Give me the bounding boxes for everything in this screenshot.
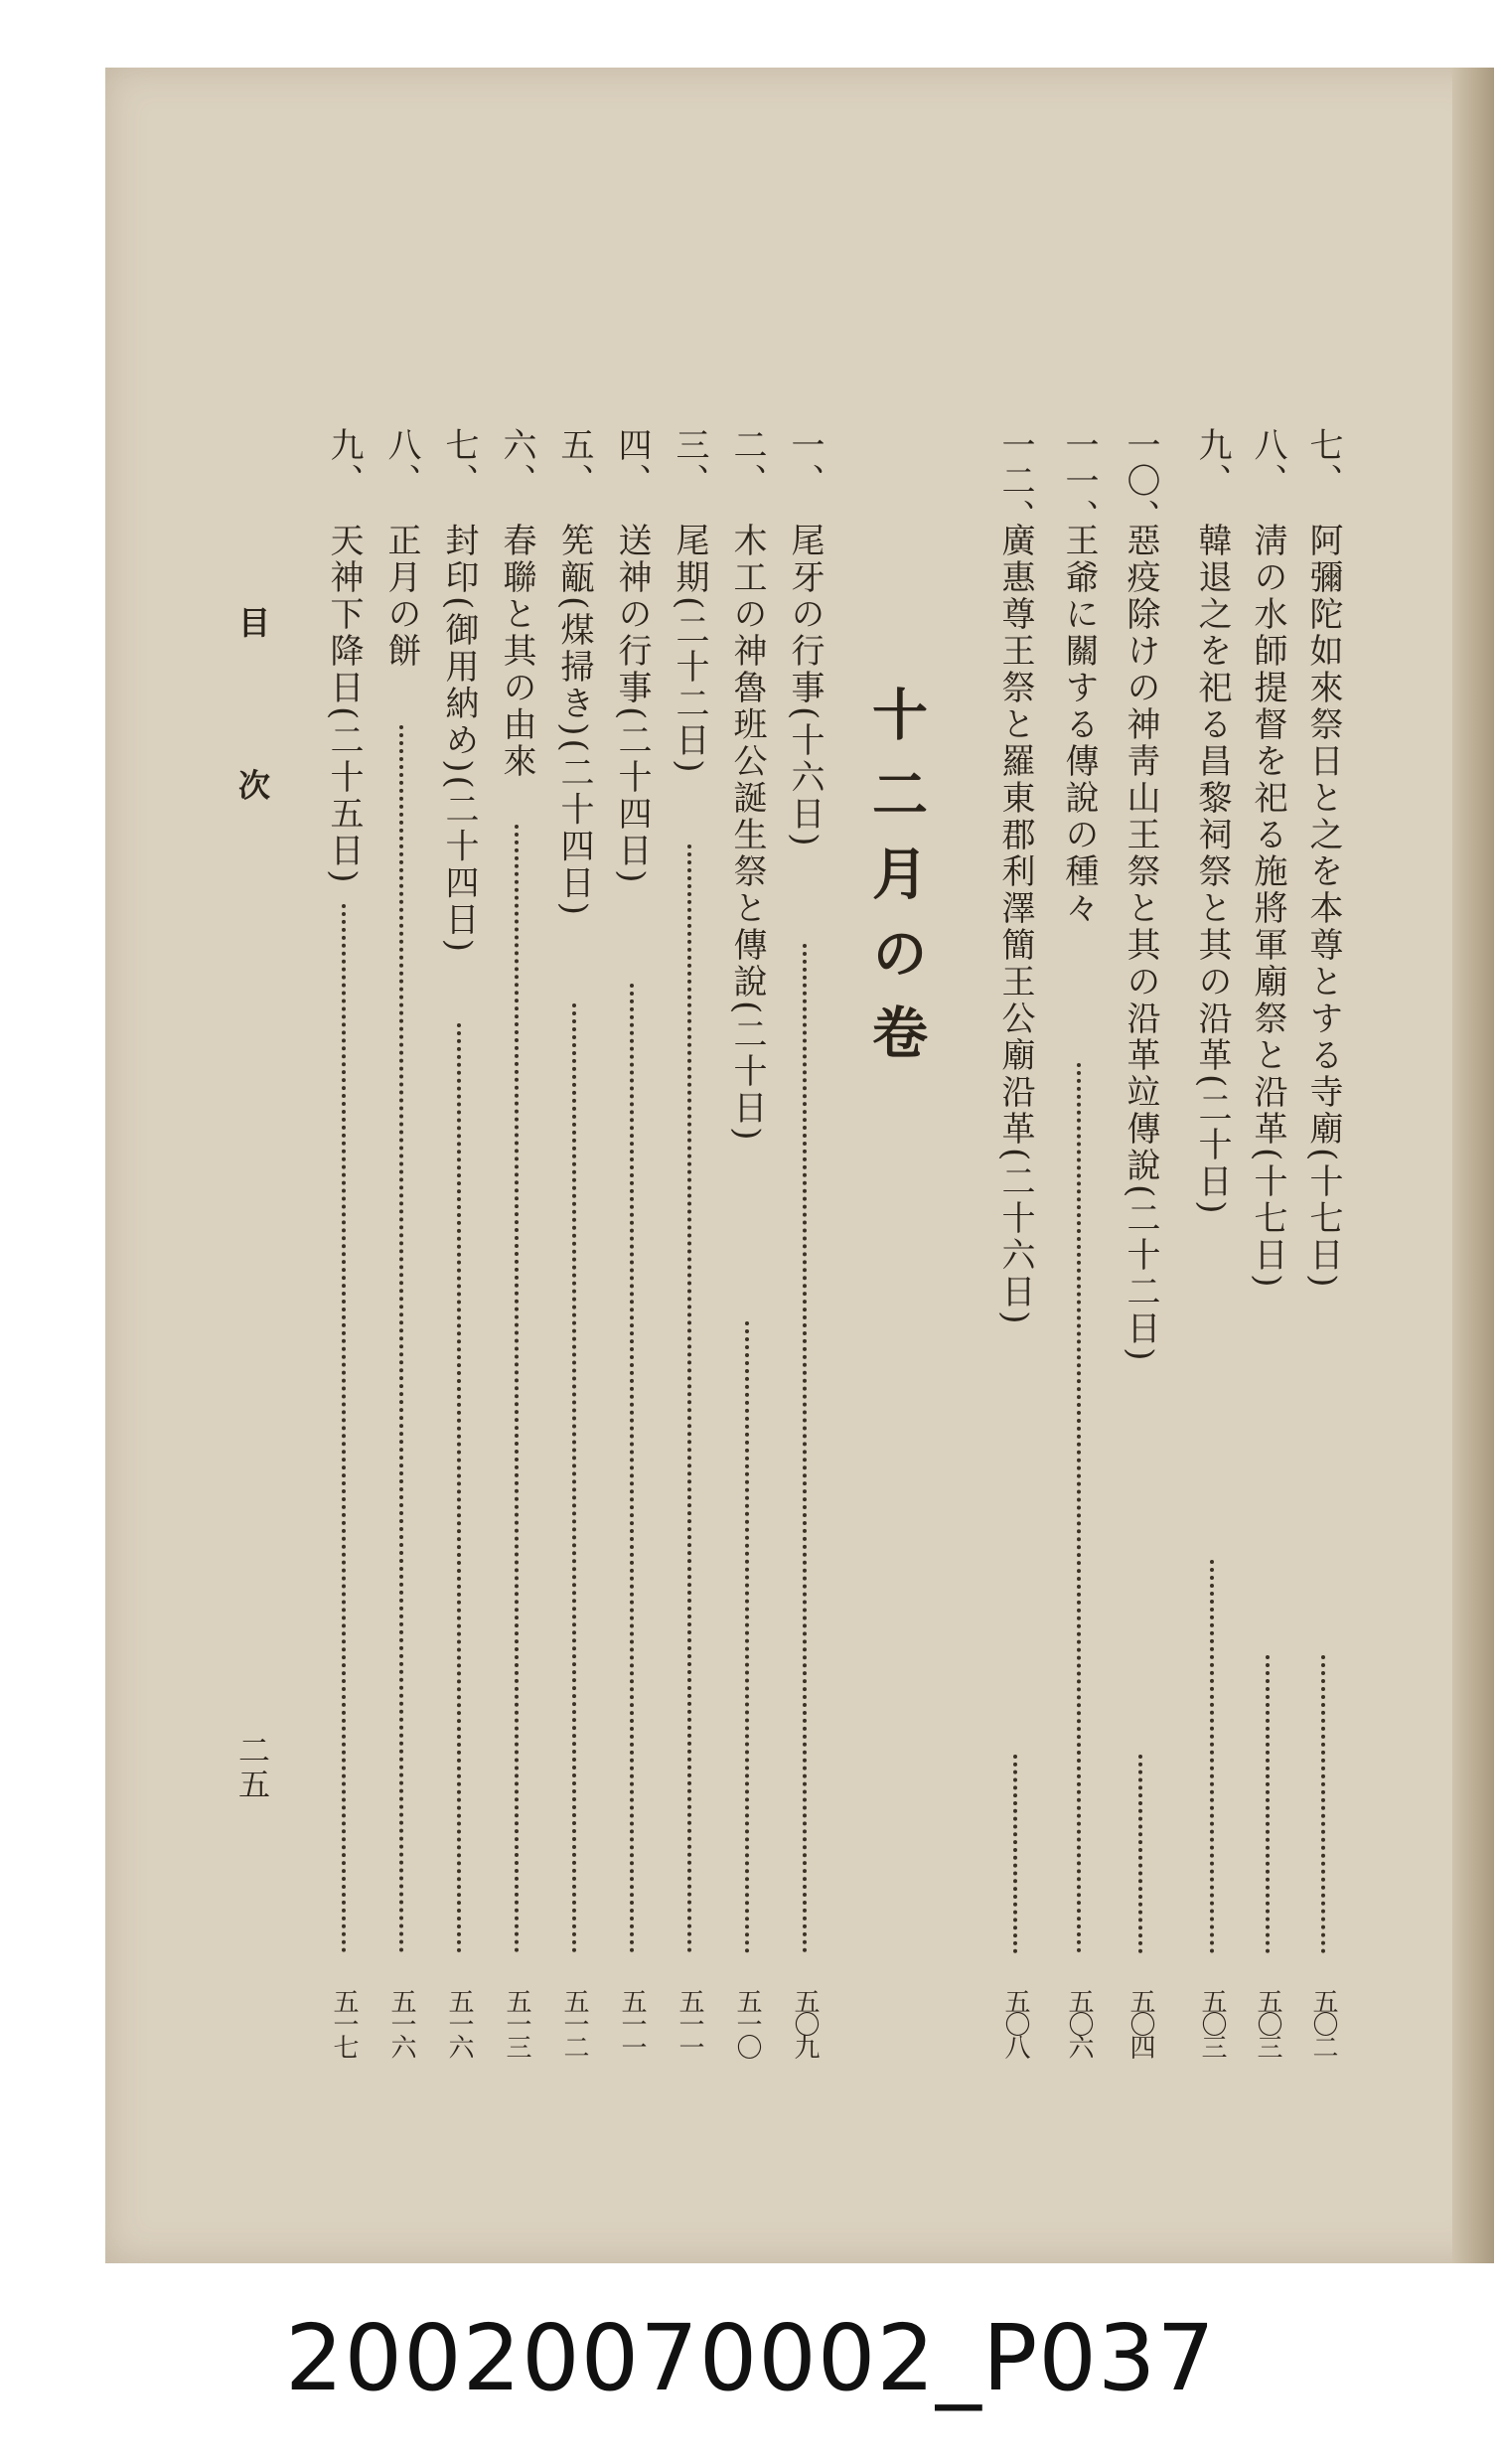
- dot-leader: [342, 904, 346, 1953]
- toc-entry: [781, 427, 828, 2057]
- toc-entry: [493, 427, 540, 2057]
- entry-page: 五一三: [502, 1988, 531, 2057]
- entry-page: 五〇三: [1197, 1988, 1227, 2057]
- dot-leader: [630, 984, 634, 1953]
- entry-page: 五一一: [675, 1988, 704, 2057]
- entry-title: 尾牙の行事(十六日): [785, 523, 825, 849]
- entry-number: 一一、: [1059, 427, 1099, 535]
- entry-title: 木工の神魯班公誕生祭と傳說(二十日): [727, 523, 767, 1144]
- entry-number: 一、: [785, 427, 825, 499]
- entry-title: 王爺に關する傳說の種々: [1059, 523, 1099, 927]
- entry-title: 廣惠尊王祭と羅東郡利澤簡王公廟沿革(二十六日): [995, 523, 1035, 1327]
- dot-leader: [803, 944, 807, 1953]
- dot-leader: [745, 1321, 749, 1953]
- entry-title: 封印(御用納め)(二十四日): [439, 523, 479, 956]
- entry-page: 五一七: [329, 1988, 359, 2057]
- entry-number: 七、: [1303, 427, 1343, 499]
- entry-page: 五〇六: [1064, 1988, 1094, 2057]
- entry-title: 阿彌陀如來祭日と之を本尊とする寺廟(十七日): [1303, 523, 1343, 1291]
- entry-number: 九、: [324, 427, 364, 499]
- entry-number: 六、: [497, 427, 536, 499]
- dot-leader: [515, 825, 519, 1953]
- toc-entry: [723, 427, 771, 2057]
- dot-leader: [572, 1003, 576, 1953]
- entry-number: 九、: [1192, 427, 1232, 499]
- toc-entry: [991, 427, 1039, 2057]
- entry-title: 惡疫除けの神靑山王祭と其の沿革竝傳說(二十二日): [1121, 523, 1160, 1364]
- entry-title: 淸の水師提督を祀る施將軍廟祭と沿革(十七日): [1248, 523, 1287, 1291]
- entry-title: 天神下降日(二十五日): [324, 523, 364, 886]
- dot-leader: [457, 1023, 461, 1953]
- dot-leader: [1266, 1655, 1270, 1953]
- toc-entry: [608, 427, 656, 2057]
- entry-title: 春聯と其の由來: [497, 523, 536, 780]
- entry-page: 五〇九: [790, 1988, 820, 2057]
- dot-leader: [1210, 1560, 1214, 1953]
- dot-leader: [1013, 1755, 1017, 1953]
- entry-number: 一二、: [995, 427, 1035, 535]
- entry-number: 七、: [439, 427, 479, 499]
- dot-leader: [1321, 1655, 1325, 1953]
- toc-entry: [1299, 427, 1347, 2057]
- dot-leader: [687, 845, 691, 1953]
- entry-number: 八、: [381, 427, 421, 499]
- entry-number: 八、: [1248, 427, 1287, 499]
- toc-entry: [320, 427, 368, 2057]
- catalog-id: 20020070002_P037: [285, 2305, 1216, 2411]
- entry-title: 尾期(二十二日): [670, 523, 709, 776]
- running-head: 目 次: [233, 606, 271, 860]
- page-edge: [1452, 68, 1494, 2263]
- toc-entry: [550, 427, 598, 2057]
- entry-page: 五一一: [617, 1988, 647, 2057]
- entry-page: 五一六: [386, 1988, 416, 2057]
- dot-leader: [399, 725, 403, 1953]
- dot-leader: [1077, 1063, 1081, 1953]
- toc-entry: [1055, 427, 1103, 2057]
- entry-number: 二、: [727, 427, 767, 499]
- entry-title: 筅甋(煤掃き)(二十四日): [554, 523, 594, 919]
- entry-title: 正月の餅: [381, 523, 421, 670]
- entry-title: 送神の行事(二十四日): [612, 523, 652, 886]
- toc-entry: [666, 427, 713, 2057]
- section-heading-december: 十二月の卷: [863, 686, 928, 1083]
- entry-page: 五〇八: [1000, 1988, 1030, 2057]
- entry-title: 韓退之を祀る昌黎祠祭と其の沿革(二十日): [1192, 523, 1232, 1217]
- toc-entry: [377, 427, 425, 2057]
- entry-page: 五一〇: [732, 1988, 762, 2057]
- toc-entry: [1244, 427, 1291, 2057]
- toc-entry: [435, 427, 483, 2057]
- toc-entry: [1188, 427, 1236, 2057]
- entry-number: 四、: [612, 427, 652, 499]
- entry-page: 五〇二: [1308, 1988, 1338, 2057]
- entry-page: 五一二: [559, 1988, 589, 2057]
- entry-page: 五〇三: [1253, 1988, 1282, 2057]
- dot-leader: [1138, 1755, 1142, 1953]
- page-number: 二五: [233, 1734, 271, 1801]
- entry-page: 五一六: [444, 1988, 474, 2057]
- entry-number: 一〇、: [1121, 427, 1160, 535]
- entry-number: 五、: [554, 427, 594, 499]
- entry-page: 五〇四: [1126, 1988, 1155, 2057]
- entry-number: 三、: [670, 427, 709, 499]
- toc-entry: [1117, 427, 1164, 2057]
